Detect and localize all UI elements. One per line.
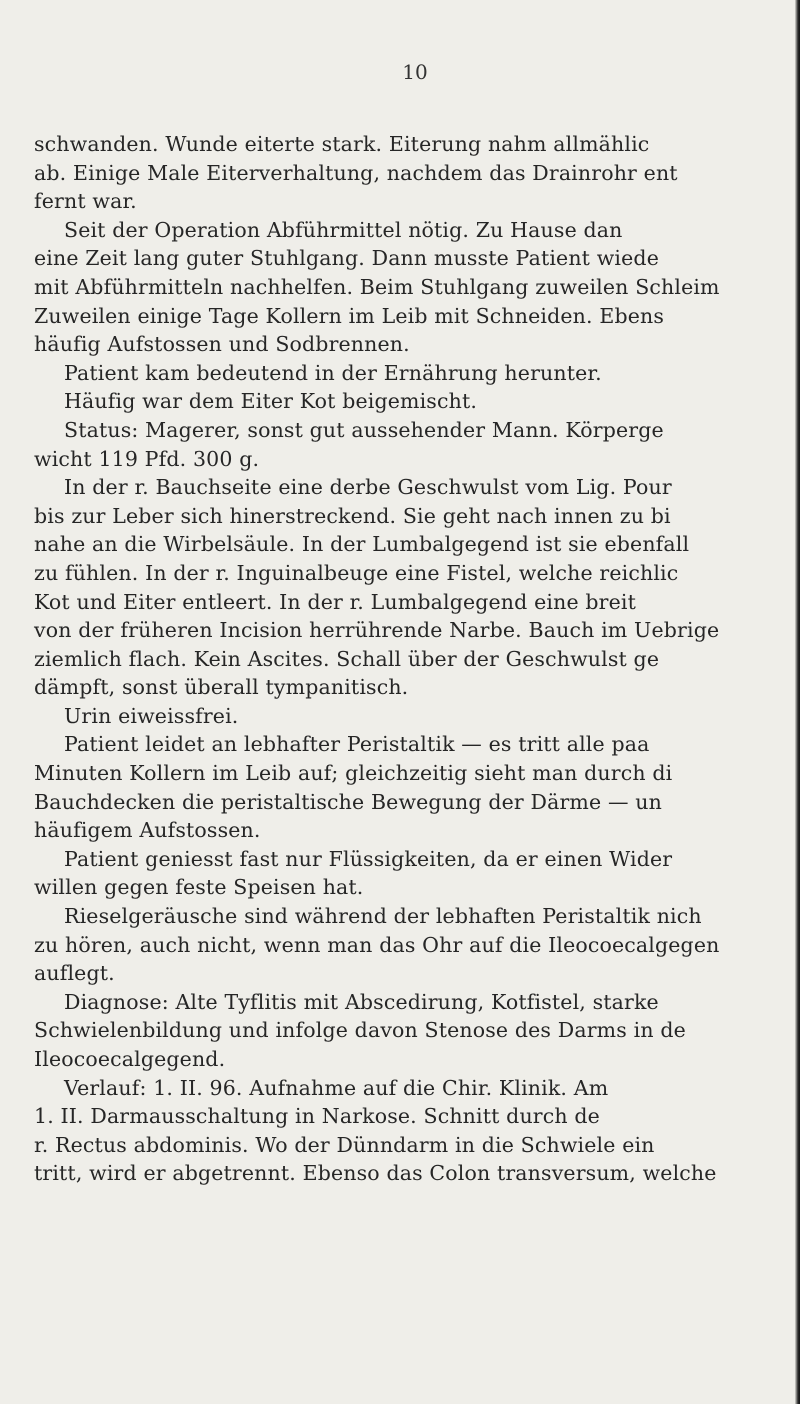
text-line: schwanden. Wunde eiterte stark. Eiterung nahm allmählic [34, 132, 650, 156]
text-line: häufigem Aufstossen. [34, 818, 261, 843]
text-line: Patient kam bedeutend in der Ernährung herunter. [64, 360, 602, 385]
text-line: nahe an die Wirbelsäule. In der Lumbalgegend ist sie ebenfall [34, 532, 690, 557]
page-edge-shadow [795, 0, 800, 1404]
text-line: willen gegen feste Speisen hat. [34, 875, 364, 900]
text-line: fernt war. [34, 189, 137, 214]
text-line: Häufig war dem Eiter Kot beigemischt. [64, 389, 478, 414]
text-line: Patient leidet an lebhafter Peristaltik — es tritt alle paa [64, 732, 650, 757]
text-line: Schwielenbildung und infolge davon Stenose des Darms in de [34, 1018, 686, 1043]
text-line: tritt, wird er abgetrennt. Ebenso das Colon transversum, welche [34, 1161, 717, 1186]
text-line: dämpft, sonst überall tympanitisch. [34, 675, 409, 700]
text-line: 1. II. Darmausschaltung in Narkose. Schnitt durch de [34, 1104, 600, 1129]
text-line: wicht 119 Pfd. 300 g. [34, 446, 260, 471]
page-number: 10 [402, 60, 428, 84]
text-line: Kot und Eiter entleert. In der r. Lumbalgegend eine breit [34, 589, 636, 614]
text-line: häufig Aufstossen und Sodbrennen. [34, 332, 410, 357]
text-line: mit Abführmitteln nachhelfen. Beim Stuhlgang zuweilen Schleim [34, 274, 720, 299]
text-line: auflegt. [34, 961, 115, 986]
text-line: von der früheren Incision herrührende Narbe. Bauch im Uebrige [34, 618, 720, 643]
text-line: Verlauf: 1. II. 96. Aufnahme auf die Chir. Klinik. Am [64, 1075, 609, 1100]
text-line: Status: Magerer, sonst gut aussehender Mann. Körperge [64, 417, 664, 442]
text-line: Rieselgeräusche sind während der lebhaften Peristaltik nich [64, 904, 702, 929]
text-line: Minuten Kollern im Leib auf; gleichzeitig sieht man durch di [34, 761, 673, 786]
body-text [34, 130, 794, 1186]
text-line: ab. Einige Male Eiterverhaltung, nachdem das Drainrohr ent [34, 160, 678, 185]
text-line: Bauchdecken die peristaltische Bewegung der Därme — un [34, 789, 662, 814]
text-line: r. Rectus abdominis. Wo der Dünndarm in die Schwiele ein [34, 1132, 655, 1157]
text-line: Diagnose: Alte Tyflitis mit Abscedirung, Kotfistel, starke [64, 989, 659, 1014]
text-line: Patient geniesst fast nur Flüssigkeiten, da er einen Wider [64, 846, 673, 871]
text-line: Ileocoecalgegend. [34, 1047, 226, 1071]
text-line: In der r. Bauchseite eine derbe Geschwulst vom Lig. Pour [64, 475, 672, 500]
text-line: Zuweilen einige Tage Kollern im Leib mit Schneiden. Ebens [34, 303, 665, 328]
text-line: Urin eiweissfrei. [64, 703, 239, 728]
text-line: zu hören, auch nicht, wenn man das Ohr auf die Ileocoecalgegen [34, 932, 720, 957]
text-line: bis zur Leber sich hinerstreckend. Sie geht nach innen zu bi [34, 503, 671, 528]
text-line: ziemlich flach. Kein Ascites. Schall über der Geschwulst ge [34, 646, 660, 671]
text-line: Seit der Operation Abführmittel nötig. Zu Hause dan [64, 217, 623, 242]
text-line: eine Zeit lang guter Stuhlgang. Dann musste Patient wiede [34, 246, 659, 271]
text-line: zu fühlen. In der r. Inguinalbeuge eine Fistel, welche reichlic [34, 560, 679, 585]
